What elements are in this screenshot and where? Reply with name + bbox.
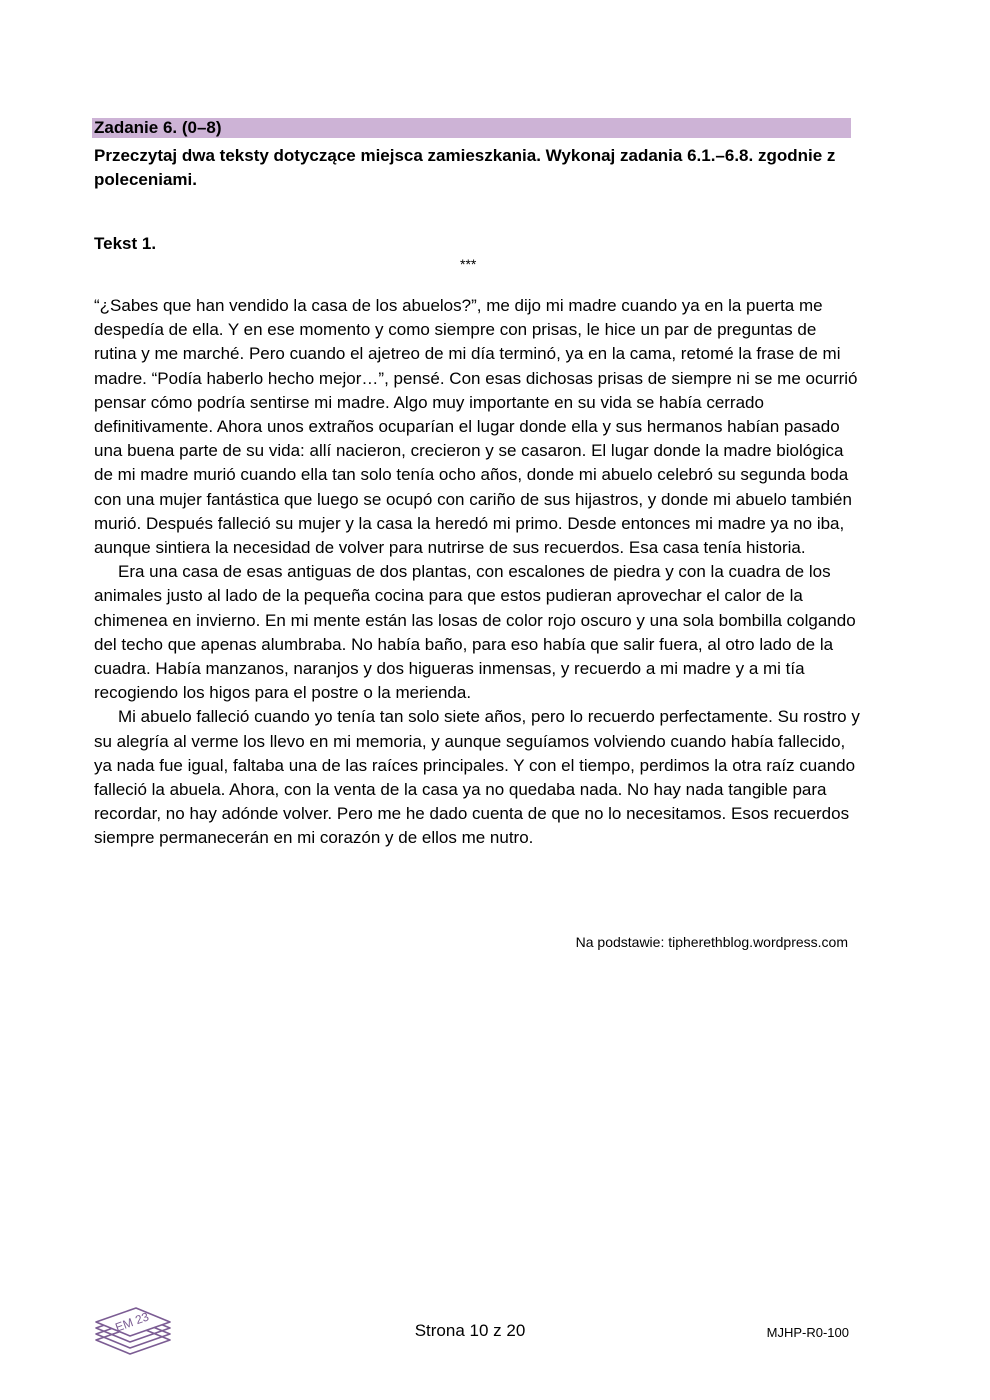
page-number: Strona 10 z 20	[414, 1321, 526, 1340]
paragraph-2: Era una casa de esas antiguas de dos plantas, con escalones de piedra y con la cuadra de los animales justo al lado de la pequeña cocina para que estos pudieran aprovechar el calor de la chimenea en invierno. En mi mente están las losas de color rojo oscuro y una sola bombilla colgando del techo que apenas alumbraba. No había baño, para eso había que salir fuera, al otro lado de la cuadra. Había manzanos, naranjos y dos higueras inmensas, y recuerdo a mi madre y a mi tía recogiendo los higos para el postre o la merienda.	[94, 562, 856, 703]
document-code: MJHP-R0-100	[766, 1325, 849, 1340]
reading-text	[94, 294, 860, 851]
paragraph-1: “¿Sabes que han vendido la casa de los abuelos?”, me dijo mi madre cuando ya en la puerta me despedía de ella. Y en ese momento y como siempre con prisas, le hice un par de preguntas de rutina y me marché. Pero cuando el ajetreo de mi día terminó, ya en la cama, retomé la frase de mi madre. “Podía haberlo hecho mejor…”, pensé. Con esas dichosas prisas de siempre ni se me ocurrió pensar cómo podría sentirse mi madre. Algo muy importante en su vida se había cerrado definitivamente. Ahora unos extraños ocuparían el lugar donde ella y sus hermanos habían pasado una buena parte de su vida: allí nacieron, crecieron y se casaron. El lugar donde la madre biológica de mi madre murió cuando ella tan solo tenía ocho años, donde mi abuelo celebró su segunda boda con una mujer fantástica que luego se ocupó con cariño de sus hijastros, y donde mi abuelo también murió. Después falleció su mujer y la casa la heredó mi primo. Desde entonces mi madre ya no iba, aunque sintiera la necesidad de volver para nutrirse de sus recuerdos. Esa casa tenía historia.	[94, 296, 858, 558]
logo-text: EM 23	[113, 1309, 151, 1335]
paragraph-3: Mi abuelo falleció cuando yo tenía tan solo siete años, pero lo recuerdo perfectamente. Su rostro y su alegría al verme los llevo en mi memoria, y aunque seguíamos volviendo cuando había fallecido, ya nada fue igual, faltaba una de las raíces principales. Y con el tiempo, perdimos la otra raíz cuando falleció la abuela. Ahora, con la venta de la casa ya no quedaba nada. No hay nada tangible para recordar, no hay adónde volver. Pero me he dado cuenta de que no lo necesitamos. Esos recuerdos siempre permanecerán en mi corazón y de ellos me nutro.	[94, 707, 860, 848]
task-instruction: Przeczytaj dwa teksty dotyczące miejsca zamieszkania. Wykonaj zadania 6.1.–6.8. zgodnie z poleceniami.	[94, 146, 836, 189]
text-label: Tekst 1.	[94, 234, 157, 253]
text-separator: ***	[460, 256, 477, 272]
source-citation: Na podstawie: tipherethblog.wordpress.com	[575, 934, 848, 950]
task-title: Zadanie 6. (0–8)	[94, 118, 222, 137]
